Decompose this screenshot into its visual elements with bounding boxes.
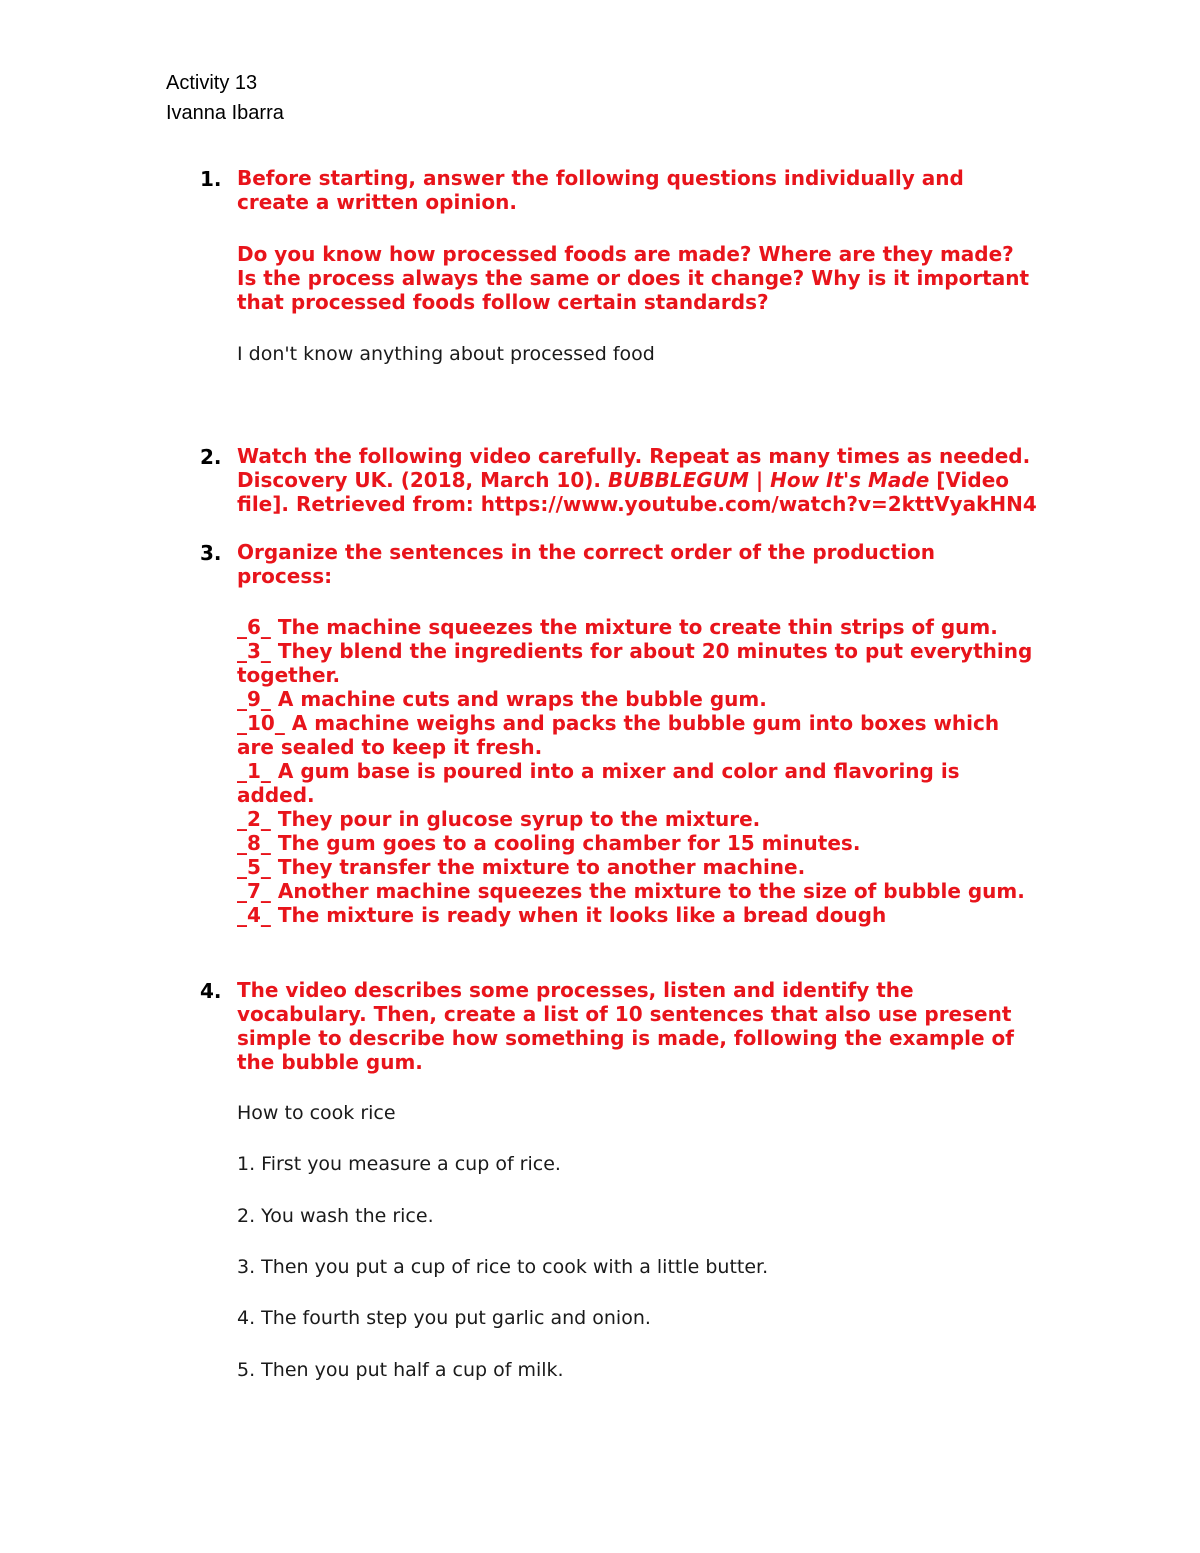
q2-video-title: BUBBLEGUM | How It's Made: [607, 468, 930, 492]
list-item: 4. The fourth step you put garlic and onion.: [237, 1307, 651, 1329]
author-name: Ivanna Ibarra: [166, 102, 284, 124]
list-item: _8_ The gum goes to a cooling chamber for 15 minutes.: [237, 831, 861, 855]
q1-prompt: Before starting, answer the following questions individually and create a written opinion.: [237, 166, 964, 214]
q1-answer: I don't know anything about processed food: [237, 343, 655, 365]
activity-title: Activity 13: [166, 72, 258, 94]
list-item: _3_ They blend the ingredients for about 20 minutes to put everything together.: [237, 639, 1033, 687]
q4-heading: How to cook rice: [237, 1102, 396, 1124]
list-item: 5. Then you put half a cup of milk.: [237, 1359, 564, 1381]
list-item: _2_ They pour in glucose syrup to the mixture.: [237, 807, 761, 831]
list-item: 2. You wash the rice.: [237, 1205, 434, 1227]
q2-suffix: [Video file]. Retrieved from: https://www.youtube.com/watch?v=2kttVyakHN4: [237, 468, 1037, 516]
q2-prefix: Watch the following video carefully. Repeat as many times as needed. Discovery UK. (2018, March 10).: [237, 444, 1031, 492]
q3-number: 3.: [200, 541, 222, 565]
q3-prompt: Organize the sentences in the correct order of the production process:: [237, 540, 936, 588]
q1-number: 1.: [200, 167, 222, 191]
q3-item-list: [237, 615, 1037, 927]
list-item: _5_ They transfer the mixture to another machine.: [237, 855, 806, 879]
list-item: _1_ A gum base is poured into a mixer and color and flavoring is added.: [237, 759, 960, 807]
list-item: _9_ A machine cuts and wraps the bubble gum.: [237, 687, 767, 711]
q2-number: 2.: [200, 445, 222, 469]
q4-number: 4.: [200, 979, 222, 1003]
list-item: 3. Then you put a cup of rice to cook with a little butter.: [237, 1256, 769, 1278]
q1-questions: Do you know how processed foods are made? Where are they made? Is the process always the same or does it change? Why is it important that processed foods follow certain standards?: [237, 242, 1030, 314]
list-item: 1. First you measure a cup of rice.: [237, 1153, 561, 1175]
q2-prompt: [237, 444, 1037, 516]
list-item: _4_ The mixture is ready when it looks like a bread dough: [237, 903, 887, 927]
list-item: _7_ Another machine squeezes the mixture to the size of bubble gum.: [237, 879, 1025, 903]
list-item: _6_ The machine squeezes the mixture to create thin strips of gum.: [237, 615, 998, 639]
q4-prompt: The video describes some processes, listen and identify the vocabulary. Then, create a list of 10 sentences that also use present simple to describe how something is made, following the example of the bubble gum.: [237, 978, 1014, 1074]
list-item: _10_ A machine weighs and packs the bubble gum into boxes which are sealed to keep it fresh.: [237, 711, 1000, 759]
